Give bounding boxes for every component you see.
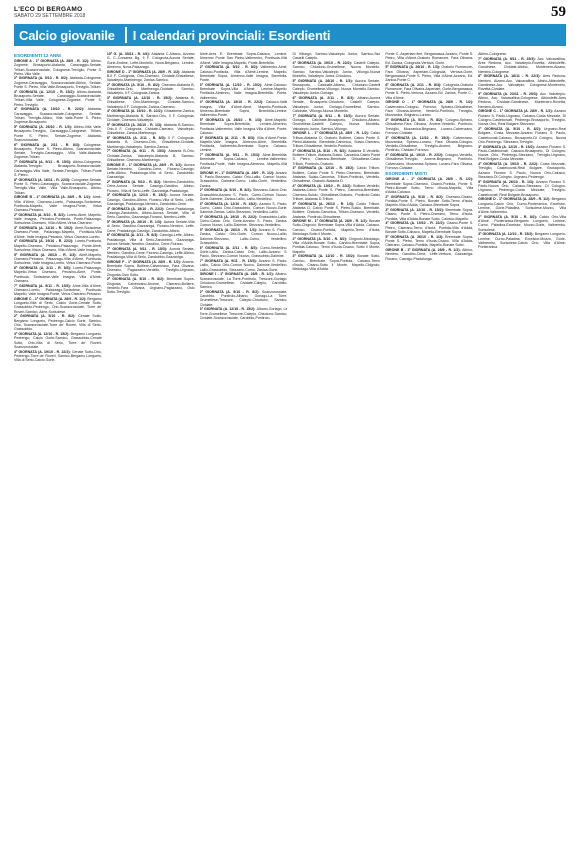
- fixture-list: Almè-Ares E. Brembate Sopra-Calusco, Lemine-Almenno Ponte San Pietro-Valbrembo, Pontisola-Villa d'Almè, Valle Imagna-Mapello, Ponte-Brembilla.: [199, 52, 288, 65]
- fixture-block: [107, 163, 195, 180]
- fixture-list: Ponte C.-Asperiam fine, Bergamasca-Azzano, Ponte S. Pietro, Villa d'Almè-Oratorio Romanore, Fara Olivana-Ed. Zanica, Colognola-Vertova, Gorle.: [385, 52, 474, 65]
- fixture-block: [14, 332, 102, 349]
- fixture-block: [478, 92, 566, 109]
- fixture-list: Calcio Trilium-Atalanta D, Calcio Ponte S. Pietro-Suisio, Brembate-Boltiere, Oratorio-Canonica, Trilium-Ciserano, Verdello-Atalanta, Pontirolo-Ghisalbese.: [292, 201, 381, 219]
- matchday-label: 3ª GIORNATA (A. 12/10 - R. 15/2):: [292, 166, 357, 171]
- fixture-block: [14, 297, 102, 314]
- fixture-list: Aurora Seriate-Nembro, Gandino-Cene, Fiorano-Casnigo, Leffe-Albino, Pradalunga-Villa di Serio, Zandobbio-Gazzaniga.: [106, 162, 195, 180]
- matchday-label: 6ª GIORNATA (A. 2/11 - R. 8/3):: [199, 245, 261, 250]
- fixture-list: Casnigo-Leffe, Albino-Pradalunga, Villa di Serio-Zandobbio, Gazzaniga-Aurora Seriate, Nembro-Gandino, Cene-Fiorano.: [106, 233, 195, 246]
- fixture-block: [200, 290, 288, 307]
- fixture-block: [107, 277, 195, 294]
- matchday-label: GIRONE D - 1ª GIORNATA (A. 28/9 - R. 1/2):: [106, 69, 182, 74]
- fixture-list: Bonate Sotto-Carvico, Brembate Sopra-Pontida, Calusco-Terno d'Isola, Cisano-Sotto il Monte, Mapello-Chignolo, Medolago-Villa d'Adda.: [292, 254, 381, 272]
- fixture-list: Brembate Sopra-Cisano, Ponte S. Pietro-Ciserano, Terno d'Isola-Pontida, Villa d'Adda-Bonate Sotto, Calusco-Mapello.: [385, 208, 474, 221]
- fixture-list: Castelli Calepio-Sarnico, Chiuduno-Grumellese, Nuova Montello-Sarnico, Sarnico-Valcalepio Junior, Villongo-Nuova Montello, Valcalepio Junior-Chiuduno.: [292, 60, 381, 78]
- fixture-block: [14, 59, 102, 76]
- fixture-block: [107, 83, 195, 96]
- matchday-label: GIRONE B - 1ª GIORNATA (A. 28/9 - R. 1/2):: [14, 195, 93, 200]
- fixture-block: [107, 193, 195, 206]
- fixture-list: Brembate Sopra-Zingonia, Calvenzano-Arcene, Ciserano-Boltiere, Verdello-Fara Olivana, Urgnano-Pagazzano, Osio Sotto-Treviglio.: [106, 277, 195, 295]
- fixture-block: [14, 266, 102, 283]
- matchday-label: GIRONE F - 1ª GIORNATA (A. 28/9 - R. 1/2):: [106, 259, 183, 264]
- fixture-block: [14, 239, 102, 252]
- fixture-list: Azzano Fiorano S. Paolo-Nuova Orio, Calusco-Stezzano, Di Cologno-Urgnano, Pedrengo-Costa Mezzate, Treviglio-Castelcovati, Real Bolgare-Brusaporto.: [478, 179, 566, 197]
- fixture-block: [478, 145, 566, 162]
- matchday-label: 2ª GIORNATA (A. 5/10 - R. 8/2):: [385, 118, 446, 123]
- fixture-list: Azzano S. Paolo-Stezzano, Calcio Orio-Lallio, Comun Nuovo-Grassobbio, Dalmine-Curno, Lallio-Gorle, Verdellino-Zanica.: [199, 170, 288, 188]
- fixture-list: Cene-Pradalunga, Casnigo-Zandobbio, Albino-Aurora Seriate, Villa di Serio-Gandino, Gazzaniga-Fiorano, Nembro-Leffe.: [106, 206, 195, 220]
- matchday-label: 3ª GIORNATA (A. 12/10 - R. 15/2):: [292, 254, 358, 259]
- matchday-label: 4ª GIORNATA (A. 19/10 - R. 22/2):: [14, 239, 75, 244]
- fixture-block: [478, 197, 566, 214]
- matchday-label: 2ª GIORNATA (A. 5/10 - R. 8/2):: [292, 236, 349, 241]
- column-2: [107, 52, 195, 842]
- fixture-block: [200, 118, 288, 135]
- fixture-list: Ciserano-Atalanta B, Ghisalbese-Orio, Martinengo-Cividate, Sarnico-Valcalepio, Il F. Colognola-Zanica.: [106, 82, 195, 96]
- fixture-list: Valbrembo-Almè, Calusco-Pontisola, Villa d'Almè-Lemine, Mapello-Brembate Sopra, Almenno-Valle Imagna, Brembilla-Ponte.: [199, 65, 288, 83]
- fixture-block: [200, 259, 288, 272]
- fixture-block: [385, 208, 473, 221]
- fixture-block: [107, 233, 195, 246]
- fixture-list: Calvenzano-Mozzanica, Spirano-Lurano, Fara Olivana-Cologno, Verdello-Ghisalbese, Treviglio-Arcene, Brignano-Pontirolo, Cividate-Fornovo.: [385, 135, 474, 153]
- matchday-label: 3ª GIORNATA (A. 12/10 - R. 15/2):: [199, 201, 260, 206]
- matchday-label: 3ª GIORNATA (A. 12/10 - R. 15/2):: [478, 232, 535, 237]
- masthead: [14, 6, 566, 22]
- fixture-list: Il F. Colognola-Atalanta B, Ciserano-Orio, Ghisalbese-Cividate, Martinengo-Valcalepio, Sarnico-Zanica.: [106, 135, 195, 149]
- fixture-list: Brembate Sopra-Ponte S. Pietro, Terno d'Isola-Cisano, Villa d'Adda-Ciserano, Calusco-Pontida, Mapello-Bonate Sotto.: [385, 234, 474, 248]
- fixture-list: Almè-Mapello, Brembate Sopra-Brembilla, Lemine-Almenno, Pontisola-Valbrembo, Valle Imagna-Villa d'Almè, Ponte-Calusco.: [199, 118, 288, 135]
- fixture-block: [107, 247, 195, 260]
- fixture-block: [200, 272, 288, 289]
- category-heading: ESORDIENTI MISTI: [385, 171, 427, 177]
- fixture-list: Albino-Villa Valle, Brusaporto-Treviglio, Caravaggio-Colognese, Trilium-Ponte S. Pietro, Seriate-Zognese, Atalanta-Scanzorosciate.: [14, 124, 102, 142]
- fixture-block: [200, 171, 288, 188]
- fixture-list: Aurora Seriate-Gorlago, Calcinate-Brusaporto, Chiuduno-Albano, Grumellese-Castelli Calepio, Nuova Montello-Valcalepio Junior, Sarnico-Villongo.: [292, 113, 381, 131]
- matchday-label: 3ª GIORNATA (A. 12/10 - R. 15/2):: [106, 96, 176, 101]
- article-title: I calendari provinciali: Esordienti: [132, 27, 331, 43]
- fixture-block: [14, 213, 102, 226]
- fixture-list: Calvenzano-Cologno, Fornovo, Spirano-Ghisalbese, Fara Olivana-Arcene, Verdello-Pontirolo, Treviglio-Mozzanica, Brignano-Lurano.: [385, 104, 474, 118]
- fixture-list: Colognola-Oratorio Romanore, Fara Olivana-Asperiam, Gorle-Bergamasca, Ponte S. Pietro-Vertova, Azzano-Ed. Zanica, Ponte C.-Villa d'Almè.: [385, 82, 474, 100]
- matchday-label: 2ª GIORNATA (A. 5/10 - R. 8/2):: [199, 188, 253, 193]
- schedule-columns: [14, 52, 566, 842]
- fixture-list: Colognese-Seriate, Ponte S. Pietro-Caravaggio, Scanzorosciate-Zognese, Treviglio-Villa Valle, Villa Valle-Brusaporto, Albino-Trilium.: [14, 177, 102, 195]
- matchday-label: 5ª GIORNATA (A. 26/10 - R. 1/3):: [199, 228, 259, 233]
- fixture-block: [200, 100, 288, 117]
- fixture-block: [200, 215, 288, 228]
- fixture-list: Atalanta B-Sarnico, Orio-Il F. Colognola, Cividate-Ciserano, Valcalepio-Ghisalbese, Zanica-Martinengo.: [106, 122, 195, 136]
- fixture-block: [385, 65, 473, 82]
- fixture-block: [292, 219, 380, 236]
- fixture-list: Almè-Calusco, Brembate Sopra-Villa d'Almè, Lemine-Mapello, Pontisola-Almenno, Valle Imagna-Brembilla, Ponte-Valbrembo.: [199, 82, 288, 100]
- matchday-label: GIRONE B - 1ª GIORNATA (A. 28/9 - R. 1/2):: [385, 247, 463, 252]
- column-3: [200, 52, 288, 842]
- matchday-label: 6ª GIORNATA (A. 2/11 - R. 8/3):: [14, 142, 84, 147]
- banner-divider: [125, 27, 127, 43]
- matchday-label: 2ª GIORNATA (A. 5/10 - R. 8/2):: [292, 148, 349, 153]
- fixture-list: Albano-Aurora Seriate, Brusaporto-Chiuduno, Castelli Calepio-Valcalepio Junior, Gorlago-Grumellese, Sarnico-Calcinate, Villongo-Nuova Montello.: [292, 96, 381, 114]
- fixture-block: [478, 215, 566, 232]
- fixture-block: [478, 57, 566, 74]
- fixture-block: [107, 70, 195, 83]
- matchday-label: 7ª GIORNATA (A. 9/11 - R. 15/3):: [14, 283, 73, 288]
- fixture-block: [292, 61, 380, 78]
- fixture-list: Bergamo Longuelo-Villa di Serio, Calcio Gorle-Cenate Sotto, Grassobbio-Pedrengo, Orio-Scanzorosciate, Torre de' Roveri-Sarnico, Alme-Sorisolese.: [14, 296, 102, 314]
- matchday-label: 8ª GIORNATA (A. 16/11 - R. 22/3):: [14, 177, 72, 182]
- fixture-block: [292, 114, 380, 131]
- matchday-label: 5ª GIORNATA (A. 26/10 - R. 1/3):: [385, 65, 442, 70]
- fixture-block: [292, 184, 380, 201]
- fixture-list: Villa d'Almè-Ponte, Mapello-Valle Imagna, Almenno-Almè, Brembilla-Pontisola, Valbrembo-Brembate Sopra, Calusco-Lemine.: [199, 135, 288, 153]
- fixture-block: [107, 136, 195, 149]
- fixture-list: Boltiere-Verdello, Atalanta-Calcio Ponte S. Pietro, Canonica-Brembate, Ciserano-Suisio, Ghisalbese-Oratorio, Pontirolo-Calcio Trilium, Atalanta D-Trilium.: [292, 184, 381, 201]
- fixture-list: Albino-Colognese, Atalanta-Treviglio, Brusaporto-Scanzorosciate, Caravaggio-Villa Valle, Seriate-Treviglio, Trilium-Ponte S. Pietro.: [14, 160, 102, 177]
- fixture-block: [200, 188, 288, 201]
- fixture-block: [478, 162, 566, 179]
- fixture-block: [292, 149, 380, 166]
- fixture-block: [385, 195, 473, 208]
- fixture-block: [200, 153, 288, 170]
- fixture-list: Stezzano-Calcio Orio, Grassobbio-Azzano S. Paolo, Curno-Comun Nuovo, Gorle-Dalmine, Zanica-Lallio, Lallio-Verdellino.: [199, 188, 288, 201]
- matchday-label: 2ª GIORNATA (A. 5/10 - R. 8/2):: [106, 277, 167, 282]
- matchday-label: 7ª GIORNATA (A. 9/11 - R. 15/3):: [14, 160, 73, 165]
- matchday-label: GIRONE C - 1ª GIORNATA (A. 28/9 - R. 1/2):: [478, 109, 555, 114]
- matchday-label: 5ª GIORNATA (A. 26/10 - R. 1/3):: [106, 219, 164, 224]
- matchday-label: GIRONE I - 1ª GIORNATA (A. 28/9 - R. 1/2):: [199, 272, 276, 277]
- fixture-list: Azzano Fiorano S. Paolo-Urgnano, Calusco-Costa Mezzate, Di Cologno-Castelcovati, Pedrengo-Brusaporto, Treviglio-Nuova Orio, Real Bolgare-Stezzano.: [478, 109, 566, 127]
- fixture-list: Almè-Villa d'Almè, Ciserano-Loreto, Palazzago-Sorisolese, Pontisola-Mapello, Valle Imagna-Ponte, Virtus Ciserano-Petosino.: [14, 195, 102, 213]
- fixture-list: Cenate Sotto-Bergamo Longuelo, Pedrengo-Calcio Gorle, Sarnico-Orio, Scanzorosciate-Torre de' Roveri, Villa di Serio-Grassobbio.: [14, 314, 102, 332]
- matchday-label: 6ª GIORNATA (A. 2/11 - R. 8/3):: [292, 96, 358, 101]
- fixture-list: Ciserano-Cisano, Pontida-Ponte S. Pietro, Bonate Sotto-Terno d'Isola, Mapello-Villa d'Adda, Calusco-Brembate Sopra.: [385, 194, 474, 208]
- matchday-label: 2ª GIORNATA (A. 5/10 - R. 8/2):: [14, 76, 70, 81]
- fixture-list: Azzano S. Paolo-Lallio, Calcio Orio-Comun Nuovo, Dalmine-Verdellino, Lallio-Grassobbio, Stezzano-Curno, Zanica-Gorle.: [199, 259, 288, 272]
- fixture-list: Albino-Colognese.: [478, 52, 508, 56]
- fixture-block: [14, 314, 102, 331]
- fixture-block: [292, 166, 380, 183]
- matchday-label: GIRONE A - 1ª GIORNATA (A. 28/9 - R. 1/2):: [14, 58, 91, 63]
- matchday-label: 4ª GIORNATA (A. 19/10 - R. 22/2):: [106, 109, 165, 114]
- fixture-block: [292, 79, 380, 96]
- fixture-list: Ghisalbese-Zanica, Martinengo-Atalanta B, Sarnico-Orio, Il F. Colognola-Cividate, Ciserano-Valcalepio.: [106, 109, 195, 123]
- category-heading: ESORDIENTI 12 ANNI: [14, 53, 61, 58]
- fixture-list: Atalanta D-Verdello, Boltiere-Trilium, Atalanta-Suisio, Canonica-Calcio Ponte S. Pietro, Ciserano-Brembate, Ghisalbese-Calcio Trilium, Pontirolo-Oratorio.: [292, 148, 381, 166]
- matchday-label: 6ª GIORNATA (A. 2/11 - R. 8/3):: [199, 135, 257, 140]
- matchday-label: 3ª GIORNATA (A. 12/10 - R. 15/2):: [385, 135, 454, 140]
- fixture-block: [107, 149, 195, 162]
- fixture-block: [478, 232, 566, 249]
- fixture-block: [14, 284, 102, 297]
- fixture-list: Colognese-Brusaporto, Ponte S. Pietro-Albino, Scanzorosciate-Seriate, Treviglio-Caravaggio, Villa Valle-Atalanta, Zognese-Trilium.: [14, 142, 102, 160]
- fixture-block: [14, 107, 102, 124]
- matchday-label: 2ª GIORNATA (A. 5/10 - R. 8/2):: [106, 180, 164, 185]
- matchday-label: 2ª GIORNATA (A. 5/10 - R. 8/2):: [106, 82, 162, 87]
- fixture-block: [200, 307, 288, 320]
- fixture-list: Albino-Nembro, Gandino-Cene, Leffe-Vertova, Gazzaniga-Fiorano, Casnigo-Pradalunga.: [385, 247, 474, 261]
- fixture-block: [200, 65, 288, 82]
- matchday-label: 7ª GIORNATA (A. 9/11 - R. 15/3):: [199, 259, 259, 264]
- column-1: [14, 52, 102, 842]
- fixture-block: [14, 226, 102, 239]
- fixture-list: Cologno-Spirano, Ghisalbese-Fara Olivana, Arcene-Verdello, Pontirolo-Treviglio, Mozzanica-Brignano, Lurano-Calvenzano, Fornovo-Cividate.: [385, 118, 474, 135]
- matchday-label: GIRONE D - 1ª GIORNATA (A. 28/9 - R. 1/2):: [478, 197, 552, 202]
- matchday-label: 5ª GIORNATA (A. 26/10 - R. 1/3):: [478, 179, 536, 184]
- fixture-list: Aurora Seriate-Nembro, Gandino-Cene, Fiorano-Casnigo, Leffe-Albino, Pradalunga-Villa di Serio, Zandobbio-Gazzaniga.: [106, 246, 195, 260]
- fixture-list: Bonate Sotto-Chignolo, Brembate Sopra-Villa d'Adda, Calusco-Carvico, Cisano-Pontida, Mapello-Terno d'Isola, Medolago-Sotto il Monte.: [292, 219, 381, 237]
- matchday-label: 3ª GIORNATA (A. 12/10 - R. 15/2):: [199, 307, 257, 312]
- fixture-block: [292, 237, 380, 254]
- matchday-label: 7ª GIORNATA (A. 9/11 - R. 15/3):: [199, 153, 263, 158]
- fixture-list: Atalanta-Caravaggio, Scanzorosciate-Colognese, Seriate-Trilium, Treviglio-Albino, Villa Valle-Ponte S. Pietro, Zognese-Brusaporto.: [14, 107, 102, 125]
- fixture-list: Arcene-Brembate Sopra, Boltiere-Calvenzano, Fara Olivana-Ciserano, Pagazzano-Verdello, Treviglio-Urgnano, Zingonia-Osio Sotto.: [106, 259, 195, 277]
- matchday-label: 6ª GIORNATA (A. 2/11 - R. 8/3):: [106, 233, 160, 238]
- fixture-block: [107, 52, 195, 69]
- fixture-list: Chignolo-Medolago, Villa d'Adda-Bonate Sotto, Carvico-Brembate Sopra, Pontida-Calusco, Terno d'Isola-Cisano, Sotto il Monte-Mapello.: [292, 236, 381, 254]
- fixture-block: [292, 131, 380, 148]
- fixture-list: Albino-Zognese, Brusaporto-Atalanta, Caravaggio-Seriate, Trilium-Scanzorosciate, Colognese-Treviglio, Ponte S. Pietro-Villa Valle.: [14, 58, 102, 76]
- matchday-label: 2ª GIORNATA (A. 5/10 - R. 8/2):: [478, 127, 544, 131]
- fixture-block: [385, 118, 473, 135]
- fixture-block: [107, 109, 195, 122]
- fixture-list: Brembate Sopra-Ciserano, Cisano-Pontida, Ponte S. Pietro-Bonate Sotto, Terno d'Isola-Mapello, Villa d'Adda-Calusco.: [385, 181, 474, 195]
- section-name: Calcio giovanile: [19, 27, 115, 43]
- fixture-list: Albano-Scanzorosciate, La Torre-Pontirolo, Trescore-Gorlago, Chiuduno-Grumellese, Cividate-Calepio, Carobbio-Sarnico.: [199, 272, 288, 290]
- fixture-block: [200, 83, 288, 100]
- fixture-list: Almè-Sorisolese, Ciserano-Ponte, Palazzago-Mapello, Pontisola-Villa d'Almè, Valle Imagna-Petosino, Virtus Ciserano-Loreto.: [14, 226, 102, 239]
- fixture-block: [107, 207, 195, 220]
- fixture-block: [200, 52, 288, 65]
- fixture-block: [14, 143, 102, 160]
- fixture-block: [385, 177, 473, 194]
- newspaper-name: L'ECO DI BERGAMO: [14, 6, 83, 13]
- fixture-block: [292, 254, 380, 271]
- fixture-list: Loreto-Palazzago, Mapello-Virtus Ciserano, Petosino-Almè, Ponte-Pontisola, Sorisolese-Valle Imagna, Villa d'Almè-Ciserano.: [14, 265, 102, 283]
- matchday-label: 4ª GIORNATA (A. 19/10 - R. 22/2):: [14, 349, 72, 354]
- fixture-list: Azzano S. Paolo-Curno, Calcio Orio-Grassobbio, Comun Nuovo-Gorle, Dalmine-Zanica, Lallio-Stezzano, Verdellino-Lallio.: [199, 201, 288, 215]
- fixture-list: Di Villongo, Sarnico-Valcalepio Junior, Sarnico-Ssd Castelli Calepio.: [292, 52, 381, 61]
- matchday-label: 6ª GIORNATA (A. 2/11 - R. 8/3):: [106, 135, 169, 140]
- fixture-block: [478, 74, 566, 91]
- fixture-block: [14, 125, 102, 142]
- matchday-label: 3ª GIORNATA (A. 12/10 - R. 15/2):: [14, 89, 77, 94]
- fixture-block: [478, 127, 566, 144]
- matchday-label: 4ª GIORNATA (A. 19/10 - R. 22/2):: [14, 107, 88, 112]
- fixture-block: [107, 96, 195, 109]
- fixture-block: [107, 180, 195, 193]
- fixture-list: Bergamo Longuelo-Pedrengo, Calcio Gorle-Sarnico, Grassobbio-Cenate Sotto, Orio-Villa di Serio, Torre de' Roveri-Scanzorosciate.: [14, 331, 102, 349]
- fixture-block: [107, 260, 195, 277]
- matchday-label: GIRONE E - 1ª GIORNATA (A. 28/9 - R. 1/2):: [106, 162, 184, 167]
- fixture-list: Azzano S. Paolo-Zanica, Calcio Orio-Gorle, Comun Nuovo-Lallio, Dalmine-Stezzano, Lallio-Curno, Verdellino-Grassobbio.: [199, 228, 288, 246]
- matchday-label: 2ª GIORNATA (A. 5/10 - R. 8/2):: [14, 212, 67, 217]
- fixture-block: [14, 195, 102, 212]
- fixture-list: Albino-Atalanta, Brusaporto-Seriate, Caravaggio-Scanzorosciate, Trilium-Villa Valle, Colognese-Zognese, Ponte S. Pietro-Treviglio.: [14, 89, 102, 107]
- matchday-label: 2ª GIORNATA (A. 5/10 - R. 8/2):: [199, 289, 263, 294]
- matchday-label: 4ª GIORNATA (A. 19/10 - R. 22/2):: [292, 184, 354, 189]
- fixture-list: Costa Mezzate-Treviglio, Castelcovati-Real Bolgare, Brusaporto-Azzano Fiorano S. Paolo, Nuova Orio-Calusco, Stezzano-Di Cologno, Urgnano-Pedrengo.: [478, 162, 566, 180]
- fixture-list: Urgnano-Real Bolgare, Costa Mezzate-Azzano Fiorano S. Paolo, Castelcovati-Calusco, Brusaporto-Di Cologno, Nuova Orio-Pedrengo, Stezzano-Treviglio.: [478, 127, 566, 144]
- matchday-label: 2ª GIORNATA (A. 5/10 - R. 8/2):: [14, 314, 79, 319]
- matchday-label: GIRONE C - 1ª GIORNATA (A. 28/9 - R. 1/2):: [14, 296, 88, 301]
- fixture-block: [385, 235, 473, 248]
- matchday-label: 2ª GIORNATA (A. 5/10 - R. 8/2):: [385, 194, 446, 199]
- matchday-label: GIRONE O - 1ª GIORNATA (A. 28/9 - R. 1/2):: [385, 100, 474, 105]
- fixture-block: [200, 136, 288, 153]
- matchday-label: 6ª GIORNATA (A. 2/11 - R. 8/3):: [14, 265, 74, 270]
- fixture-block: [14, 350, 102, 363]
- matchday-label: 5ª GIORNATA (A. 26/10 - R. 1/3):: [385, 234, 446, 239]
- fixture-list: Loreto-Pontisola, Mapello-Ciserano, Petosino-Palazzago, Ponte-Almè, Sorisolese-Virtus Ciserano, Villa d'Almè-Valle Imagna.: [14, 239, 102, 252]
- matchday-label: 9ª GIORNATA (A. 23/11 - R. 29/3):: [478, 91, 540, 96]
- matchday-label: GIRONE A - 1ª GIORNATA (A. 28/9 - R. 1/2):: [385, 177, 474, 182]
- fixture-block: [14, 178, 102, 195]
- matchday-label: 5ª GIORNATA (A. 26/10 - R. 1/3):: [292, 78, 356, 83]
- matchday-label: 4ª GIORNATA (A. 19/10 - R. 22/2):: [199, 100, 266, 105]
- matchday-label: 7ª GIORNATA (A. 9/11 - R. 15/3):: [478, 56, 538, 61]
- matchday-label: 7ª GIORNATA (A. 9/11 - R. 15/3):: [106, 246, 170, 251]
- column-5: [385, 52, 473, 842]
- fixture-list: Aurora Seriate-Casnigo, Gandino-Albino, Fiorano-Villa di Serio, Leffe-Gazzaniga, Pradalunga-Nembro, Zandobbio-Cene.: [106, 193, 195, 206]
- matchday-label: GIRONE H - 1ª GIORNATA (A. 28/9 - R. 1/2):: [199, 170, 276, 175]
- fixture-list: Albano-Gorlago, La Torre-Grumellese, Trescore-Calepio, Chiuduno-Sarnico, Cividate-Scanzorosciate, Carobbio-Pontirolo.: [199, 307, 288, 321]
- fixture-block: [385, 153, 473, 170]
- fixture-block: [14, 76, 102, 89]
- fixture-list: Scanzorosciate-Carobbio, Pontirolo-Albano, Gorlago-La Torre, Grumellese-Trescore, Calepio-Chiuduno, Sarnico-Cividate.: [199, 289, 288, 307]
- matchday-label: 3ª GIORNATA (A. 12/10 - R. 15/2):: [199, 82, 265, 87]
- matchday-label: 4ª GIORNATA (A. 19/10 - R. 22/2):: [478, 162, 541, 167]
- matchday-label: 4ª GIORNATA (A. 19/10 - R. 22/2):: [385, 153, 445, 158]
- fixture-block: [14, 160, 102, 177]
- fixture-list: Cenate Sotto-Orio, Pedrengo-Torre de' Roveri, Sarnico-Bergamo Longuelo, Villa di Serio-Calcio Gorle.: [14, 349, 102, 363]
- matchday-label: 4ª GIORNATA (A. 19/10 - R. 22/2):: [106, 206, 166, 211]
- fixture-list: Almè-Mapello, Ciserano-Petosino, Palazzago-Villa d'Almè, Pontisola-Sorisolese, Valle Imagna-Loreto, Virtus Ciserano-Ponte.: [14, 252, 102, 266]
- fixture-list: Curno-Verdellino, Gorle-Lallio, Zanica-Calcio Orio, Lallio-Azzano S. Paolo, Stezzano-Comun Nuovo, Grassobbio-Dalmine.: [199, 245, 288, 259]
- fixture-block: [292, 202, 380, 219]
- fixture-list: Bergamo Longuelo-Calcio Orio, Curno-Ponteranica, Excelsior-Lemine, Gorle-Paladina, Sorisolese-Mozzo, Villa d'Almè-Valbrembo.: [478, 197, 566, 215]
- matchday-label: 4ª GIORNATA (A. 19/10 - R. 22/2):: [385, 221, 447, 226]
- fixture-block: [478, 109, 566, 126]
- fixture-list: Bergamo Longuelo-Lemine, Curno-Paladina, Excelsior-Mozzo, Gorle-Valbrembo, Sorisolese-Calcio Orio, Villa d'Almè-Ponteranica.: [478, 232, 566, 250]
- fixture-list: Azzano Fiorano S. Paolo-Castelcovati, Calusco-Brusaporto, Di Cologno-Nuova Orio, Pedrengo-Stezzano, Treviglio-Urgnano, Real Bolgare-Costa Mezzate.: [478, 144, 566, 162]
- fixture-list: Calcio Orio-Villa d'Almè, Ponteranica-Bergamo Longuelo, Lemine-Curno, Paladina-Excelsior, Mozzo-Gorle, Valbrembo-Sorisolese.: [478, 214, 566, 232]
- fixture-block: [478, 180, 566, 197]
- matchday-label: 6ª GIORNATA (A. 2/11 - R. 8/3):: [385, 82, 444, 87]
- fixture-block: [200, 246, 288, 259]
- fixture-block: [292, 52, 380, 61]
- matchday-label: 10ª G. (A. 30/11 - R. 4/4):: [106, 52, 152, 56]
- fixture-list: Atalanta C-Albano, Azzano G. C.-Corsarea Bg, Il F. Colognola-Aurora Seriate, Gorle-Endine, Leffe-Montello, Nova-Bergamo, Lemine-Almenno, Nova-Palazzago.: [106, 52, 195, 69]
- column-6: [478, 52, 566, 842]
- matchday-label: 5ª GIORNATA (A. 26/10 - R. 1/3):: [199, 118, 265, 123]
- matchday-label: 3ª GIORNATA (A. 12/10 - R. 15/2):: [106, 193, 170, 198]
- fixture-block: [385, 248, 473, 261]
- fixture-list: Atalanta B-Il F. Colognola, Orio-Ciserano, Cividate-Ghisalbese, Valcalepio-Martinengo, Zanica-Sarnico.: [106, 69, 195, 83]
- matchday-label: 5ª GIORNATA (A. 26/10 - R. 1/3):: [14, 252, 80, 257]
- fixture-list: Calcio Trilium-Boltiere, Calcio Ponte S. Pietro-Ciserano, Brembate-Atalanta, Suisio-Canonica, Trilium-Pontirolo, Verdello-Ghisalbese, Oratorio-Atalanta D.: [292, 166, 381, 184]
- fixture-block: [292, 96, 380, 113]
- fixture-list: Aurora Seriate-Villa di Serio, Gandino-Gazzaniga, Fiorano-Nembro, Leffe-Cene, Pradalunga-Casnigo, Zandobbio-Albino.: [106, 219, 195, 233]
- fixture-list: Atalanta B-Ghisalbese, Orio-Martinengo, Cividate-Sarnico, Valcalepio-Il F. Colognola, Zanica-Ciserano.: [106, 96, 195, 109]
- fixture-block: [385, 136, 473, 153]
- fixture-list: Atalanta-Colognese, Zognese-Caravaggio, Scanzorosciate-Albino, Seriate-Ponte S. Pietro, Villa Valle-Brusaporto, Treviglio-Trilium.: [14, 76, 102, 90]
- fixture-block: [200, 202, 288, 215]
- matchday-label: 3ª GIORNATA (A. 12/10 - R. 15/2):: [478, 144, 537, 149]
- fixture-block: [385, 83, 473, 100]
- matchday-label: 4ª GIORNATA (A. 19/10 - R. 22/2):: [292, 60, 354, 65]
- fixture-list: Acc. Valcavallina-Ares Redona, Acc. Valcalepio-Rovetta, Albinoleffe-Gandinese, Cividate-Albino, Montenero-Alzano, Nembro-Colognese.: [478, 56, 566, 74]
- matchday-label: 8ª GIORNATA (A. 16/11 - R. 22/3):: [478, 74, 543, 79]
- fixture-list: Cisano-Ponte S. Pietro, Ciserano-Terno d'Isola, Pontida-Villa d'Adda, Bonate Sotto-Calusco, Mapello-Brembate Sopra.: [385, 221, 474, 234]
- fixture-block: [107, 220, 195, 233]
- column-4: [292, 52, 380, 842]
- fixture-block: [385, 100, 473, 117]
- issue-date: SABATO 29 SETTEMBRE 2018: [14, 13, 86, 19]
- matchday-label: 3ª GIORNATA (A. 12/10 - R. 15/2):: [14, 331, 71, 336]
- section-banner: [14, 24, 566, 46]
- fixture-block: [385, 52, 473, 65]
- matchday-label: GIRONE M - 1ª GIORNATA (A. 28/9 - R. 1/2):: [292, 219, 370, 224]
- fixture-list: Atalanta B-Orio, Cividate-Zanica, Valcalepio-Atalanta B, Sarnico-Ghisalbese, Ciserano-Martinengo.: [106, 149, 195, 162]
- matchday-label: 4ª GIORNATA (A. 19/10 - R. 22/2):: [199, 214, 259, 219]
- fixture-block: [385, 221, 473, 234]
- matchday-label: 2ª GIORNATA (A. 5/10 - R. 8/2):: [199, 65, 261, 70]
- fixture-list: Aurora Seriate-Brusaporto, Calcinate-Albano, Chiuduno-Castelli Calepio, Grumellese-Villongo, Nuova Montello-Sarnico, Valcalepio Junior-Gorlago.: [292, 78, 381, 96]
- fixture-list: Nembro-Zandobbio, Cene-Aurora Seriate, Casnigo-Gandino, Albino-Fiorano, Villa di Serio-Leffe, Gazzaniga-Pradalunga.: [106, 180, 195, 193]
- matchday-label: GIRONE L - 1ª GIORNATA (A. 28/9 - R. 1/2):: [292, 131, 371, 136]
- fixture-block: [14, 90, 102, 107]
- fixture-list: Almè-Brembilla, Brembate Sopra-Calusco, Lemine-Valbrembo, Pontisola-Ponte, Valle Imagna-Almenno, Mapello-Villa d'Almè.: [199, 153, 288, 171]
- fixture-list: Calcio Trilium-Atalanta D, Oratorio Boltiere, Calcio Ponte S. Pietro-Atalanta, Brembate-Canonica, Suisio-Ciserano, Trilium-Ghisalbese, Verdello-Pontirolo.: [292, 131, 381, 149]
- fixture-block: [14, 253, 102, 266]
- matchday-label: 7ª GIORNATA (A. 9/11 - R. 15/3):: [106, 149, 169, 154]
- matchday-label: 7ª GIORNATA (A. 9/11 - R. 15/3):: [292, 113, 356, 118]
- matchday-label: 3ª GIORNATA (A. 12/10 - R. 15/2):: [14, 226, 76, 231]
- page-number: 59: [551, 4, 566, 20]
- matchday-label: 5ª GIORNATA (A. 26/10 - R. 1/3):: [292, 201, 357, 206]
- matchday-label: 3ª GIORNATA (A. 12/10 - R. 15/2):: [385, 208, 446, 213]
- fixture-list: Almè-Villa d'Almè, Ciserano-Loreto, Palazzago-Sorisolese, Pontisola-Mapello, Valle Imagna-Ponte, Virtus Ciserano-Petosino.: [14, 283, 102, 297]
- matchday-label: 5ª GIORNATA (A. 26/10 - R. 1/3):: [14, 124, 74, 129]
- fixture-list: Oratorio Romanore-Fara Olivana, Asperiam-Colognola, Vertova-Gorle, Bergamasca-Ponte S. Pietro, Villa d'Almè-Azzano, Ed. Zanica-Ponte C.: [385, 65, 474, 83]
- matchday-label: 5ª GIORNATA (A. 26/10 - R. 1/3):: [106, 122, 164, 127]
- fixture-list: Acc. Valcalepio-Albino, Acc. Valcavallina-Colognese, Albinoleffe-Ares Redona, Cividate-Gandinese, Montenero-Rovetta, Nembro-Alzano.: [478, 91, 566, 109]
- fixture-list: Cologno-Verdello, Ghisalbese-Treviglio, Arcene-Brignano, Pontirolo-Calvenzano, Mozzanica-Spirano, Lurano-Fara Olivana, Fornovo-Cividate.: [385, 153, 474, 171]
- fixture-list: Grassobbio-Lallio, Curno-Calcio Orio, Gorle-Azzano S. Paolo, Zanica-Comun Nuovo, Lallio-Dalmine, Stezzano-Verdellino.: [199, 214, 288, 228]
- fixture-block: [107, 123, 195, 136]
- matchday-label: 2ª GIORNATA (A. 5/10 - R. 8/2):: [478, 214, 540, 219]
- fixture-block: [200, 228, 288, 245]
- fixture-list: Calusco-Valle Imagna, Villa d'Almè-Almè, Mapello-Pontisola, Almenno-Brembate Sopra, Brembilla-Lemine, Valbrembo-Ponte.: [199, 100, 288, 118]
- fixture-list: Loreto-Almè, Mapello-Valle Imagna, Petosino-Pontisola, Ponte-Palazzago, Sorisolese-Ciserano, Villa d'Almè-Virtus Ciserano.: [14, 212, 102, 226]
- fixture-block: [478, 52, 566, 56]
- fixture-list: Ares Redona-Nembro, Alzano-Acc. Valcavallina, Albino-Albinoleffe, Gandinese-Acc. Valcalepio, Colognese-Montenero, Rovetta-Cividate.: [478, 74, 566, 92]
